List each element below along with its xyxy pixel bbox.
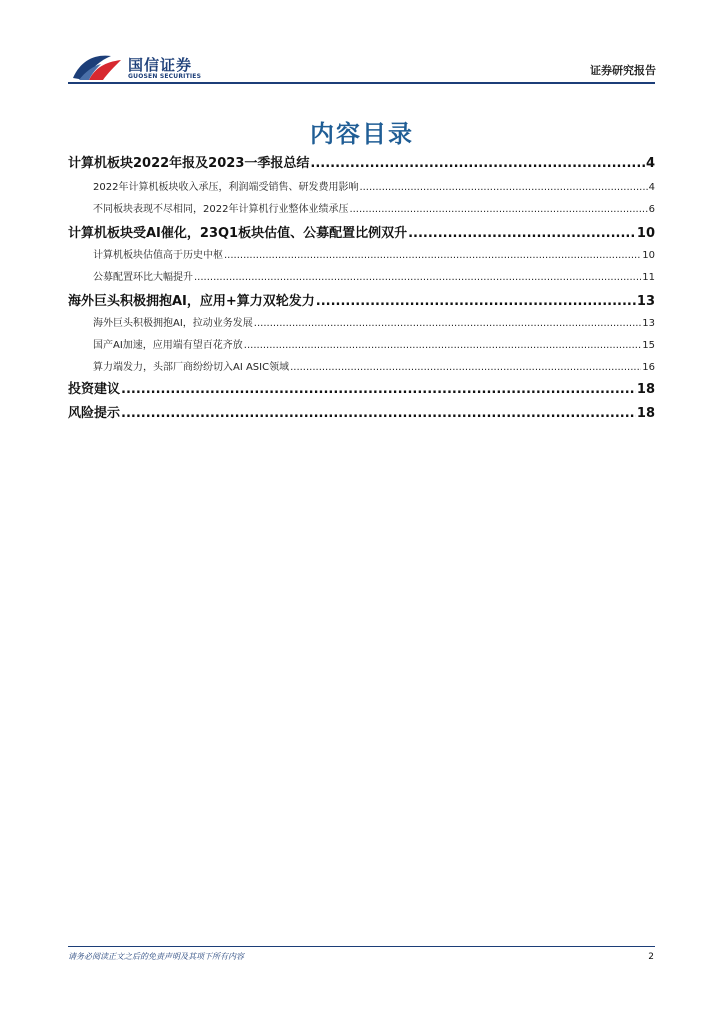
toc-subsection-entry[interactable]: [93, 200, 655, 215]
toc-section-entry[interactable]: [68, 378, 655, 397]
toc-entry-label: 算力端发力，头部厂商纷纷切入AI ASIC领域: [93, 362, 290, 373]
toc-subsection-entry[interactable]: [93, 358, 655, 373]
toc-entry-label: 风险提示: [68, 406, 121, 421]
page-number: 2: [648, 952, 654, 962]
toc-leader-dots: [121, 406, 636, 421]
report-type: 证券研究报告: [590, 64, 656, 77]
toc-entry-page: 4: [648, 182, 655, 193]
toc-section-entry[interactable]: [68, 402, 655, 421]
toc-entry-page: 10: [636, 226, 655, 241]
toc-entry-page: 13: [636, 294, 655, 309]
toc-entry-page: 10: [642, 250, 655, 261]
brand-name-cn: 国信证券: [128, 56, 193, 74]
toc-entry-label: 海外巨头积极拥抱AI，应用+算力双轮发力: [68, 294, 315, 309]
toc-leader-dots: [316, 294, 636, 309]
footer-disclaimer: 请务必阅读正文之后的免责声明及其项下所有内容: [68, 952, 244, 961]
toc-section-entry[interactable]: [68, 222, 655, 241]
toc-leader-dots: [349, 204, 647, 215]
toc-entry-label: 计算机板块受AI催化，23Q1板块估值、公募配置比例双升: [68, 226, 408, 241]
toc-leader-dots: [408, 226, 636, 241]
page-header: [0, 0, 724, 90]
toc-entry-label: 计算机板块估值高于历史中枢: [93, 250, 223, 261]
toc-entry-label: 海外巨头积极拥抱AI，拉动业务发展: [93, 318, 253, 329]
toc-leader-dots: [121, 382, 636, 397]
footer-divider: [68, 946, 655, 947]
toc-entry-page: 18: [636, 382, 655, 397]
toc-entry-page: 13: [642, 318, 655, 329]
toc-entry-label: 投资建议: [68, 382, 121, 397]
toc-entry-label: 2022年计算机板块收入承压，利润端受销售、研发费用影响: [93, 182, 359, 193]
toc-leader-dots: [224, 250, 641, 261]
toc-entry-label: 国产AI加速，应用端有望百花齐放: [93, 340, 243, 351]
toc-entry-page: 11: [642, 272, 655, 283]
toc-subsection-entry[interactable]: [93, 246, 655, 261]
brand-name-en: GUOSEN SECURITIES: [128, 73, 202, 80]
header-divider: [68, 82, 655, 84]
toc-subsection-entry[interactable]: [93, 314, 655, 329]
toc-entry-page: 16: [642, 362, 655, 373]
toc-title: 内容目录: [310, 120, 414, 148]
toc-entry-label: 计算机板块2022年报及2023一季报总结: [68, 156, 310, 171]
toc-entry-page: 15: [642, 340, 655, 351]
toc-section-entry[interactable]: [68, 290, 655, 309]
toc-leader-dots: [310, 156, 645, 171]
toc-entry-label: 公募配置环比大幅提升: [93, 272, 193, 283]
toc-section-entry[interactable]: [68, 152, 655, 171]
guosen-logo-icon: [71, 52, 123, 82]
toc-leader-dots: [244, 340, 641, 351]
toc-entry-page: 18: [636, 406, 655, 421]
toc-entry-label: 不同板块表现不尽相同，2022年计算机行业整体业绩承压: [93, 204, 349, 215]
toc-leader-dots: [290, 362, 641, 373]
toc-entry-page: 6: [648, 204, 655, 215]
toc-subsection-entry[interactable]: [93, 268, 655, 283]
toc-entry-page: 4: [645, 156, 655, 171]
toc-leader-dots: [359, 182, 647, 193]
toc-subsection-entry[interactable]: [93, 336, 655, 351]
toc-leader-dots: [194, 272, 641, 283]
toc-leader-dots: [254, 318, 641, 329]
toc-subsection-entry[interactable]: [93, 178, 655, 193]
